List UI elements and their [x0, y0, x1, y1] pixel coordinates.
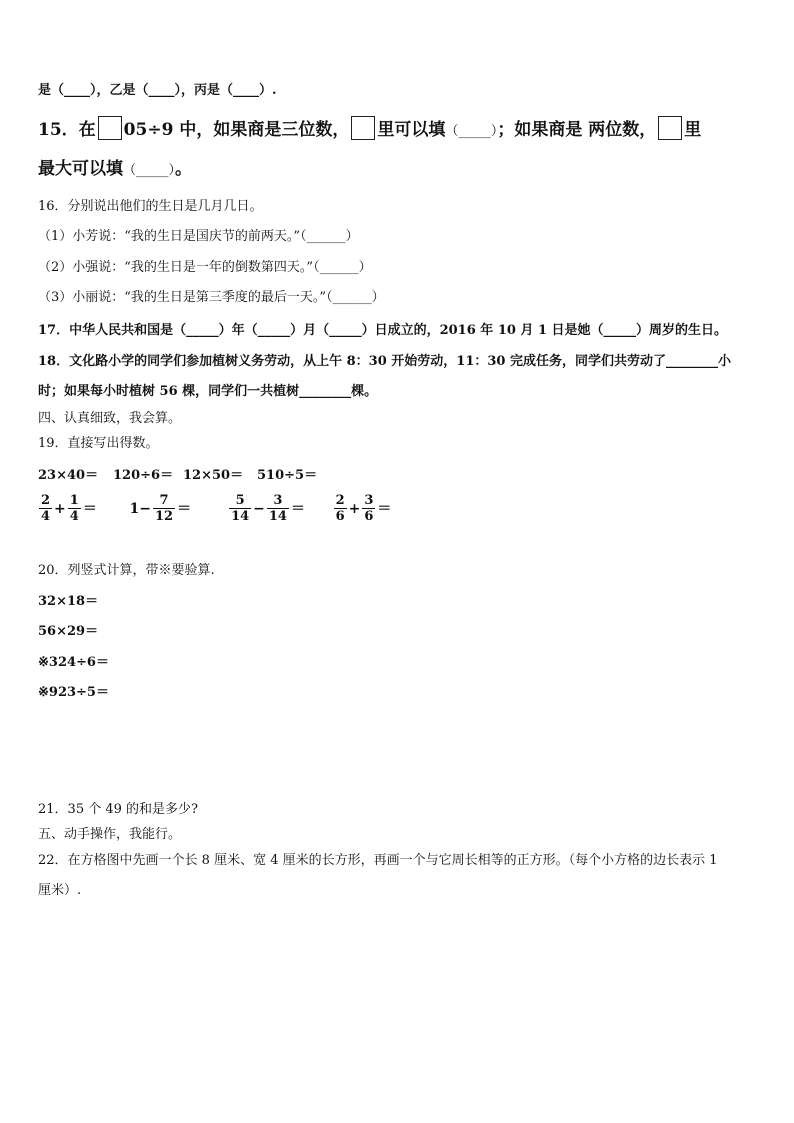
equals: ＝ [290, 500, 305, 517]
section-4-heading: 四、认真细致，我会算。 [38, 411, 182, 426]
question-22-line2: 厘米）. [38, 883, 82, 898]
denominator: 12 [155, 509, 174, 524]
q20-item-1: 32×18＝ [38, 594, 99, 609]
q19-item-2: 120÷6＝ [113, 468, 174, 483]
fraction-expr-2 [129, 493, 224, 524]
question-22-line1: 22．在方格图中先画一个长 8 厘米、宽 4 厘米的长方形，再画一个与它周长相等的正方形。（每个小方格的边长表示 1 [38, 853, 718, 868]
numerator: 3 [364, 493, 374, 508]
q15-end: 里 [684, 120, 702, 140]
q15-blank-1[interactable]: （_____） [445, 124, 498, 139]
q15-mid: 里可以填 [377, 120, 446, 140]
question-21: 21．35 个 49 的和是多少? [38, 802, 198, 817]
denominator: 14 [231, 509, 250, 524]
denominator: 14 [268, 509, 287, 524]
operator: + [348, 500, 361, 517]
answer-line-prev: 是（____），乙是（____），丙是（____）. [38, 83, 277, 98]
question-18-line1: 18．文化路小学的同学们参加植树义务劳动，从上午 8：30 开始劳动，11：30 完成任务，同学们共劳动了________小 [38, 354, 731, 369]
fraction [39, 493, 52, 524]
whole-number: 1− [129, 500, 152, 517]
numerator: 5 [235, 493, 245, 508]
fraction [362, 493, 375, 524]
numerator: 3 [273, 493, 283, 508]
denominator: 6 [335, 509, 345, 524]
q19-row-1 [38, 467, 317, 485]
numerator: 7 [159, 493, 169, 508]
operator: + [54, 500, 66, 517]
question-18-line2: 时；如果每小时植树 56 棵，同学们一共植树________棵。 [38, 384, 378, 399]
q20-item-3: ※324÷6＝ [38, 655, 109, 670]
question-16: 16．分别说出他们的生日是几月几日。 [38, 199, 263, 214]
fraction [68, 493, 81, 524]
fraction [229, 493, 251, 524]
question-16-1: （1）小芳说：“我的生日是国庆节的前两天。”（______） [38, 229, 359, 244]
fraction-expr-1 [38, 493, 124, 524]
q20-item-2: 56×29＝ [38, 624, 99, 639]
question-19: 19．直接写出得数。 [38, 436, 159, 451]
denominator: 4 [69, 509, 79, 524]
q19-item-1: 23×40＝ [38, 468, 99, 483]
q15-expression: 05÷9 中，如果商是三位数， [123, 120, 350, 140]
question-17: 17．中华人民共和国是（_____）年（_____）月（_____）日成立的，2016 年 10 月 1 日是她（_____）周岁的生日。 [38, 323, 728, 338]
equals: ＝ [377, 500, 392, 517]
section-5-heading: 五、动手操作，我能行。 [38, 827, 182, 842]
fraction-expr-3 [228, 493, 328, 524]
numerator: 1 [69, 493, 79, 508]
denominator: 6 [364, 509, 374, 524]
q15-mid2: ；如果商是 两位数， [497, 120, 657, 140]
fraction [267, 493, 289, 524]
q15-blank-2[interactable]: （_____） [123, 163, 176, 178]
equals: ＝ [82, 500, 97, 517]
q19-item-3: 12×50＝ [183, 468, 244, 483]
digit-box-1[interactable] [98, 116, 122, 140]
question-15-line2 [38, 157, 192, 183]
q20-item-4: ※923÷5＝ [38, 685, 109, 700]
q15-number: 15．在 [38, 120, 96, 140]
digit-box-3[interactable] [658, 116, 682, 140]
numerator: 2 [335, 493, 345, 508]
numerator: 2 [41, 493, 51, 508]
q19-fraction-row [38, 493, 392, 524]
fraction [334, 493, 347, 524]
question-20: 20．列竖式计算，带※要验算. [38, 563, 215, 578]
q15-line2-end: 。 [175, 159, 193, 179]
operator: − [253, 500, 265, 517]
question-16-3: （3）小丽说：“我的生日是第三季度的最后一天。”（______） [38, 290, 385, 305]
question-15-line1 [38, 116, 701, 144]
q15-line2-text: 最大可以填 [38, 159, 123, 179]
fraction [153, 493, 175, 524]
equals: ＝ [177, 500, 192, 517]
q19-item-4: 510÷5＝ [257, 468, 318, 483]
denominator: 4 [41, 509, 51, 524]
digit-box-2[interactable] [351, 116, 375, 140]
fraction-expr-4 [333, 493, 393, 524]
question-16-2: （2）小强说：“我的生日是一年的倒数第四天。”（______） [38, 260, 372, 275]
